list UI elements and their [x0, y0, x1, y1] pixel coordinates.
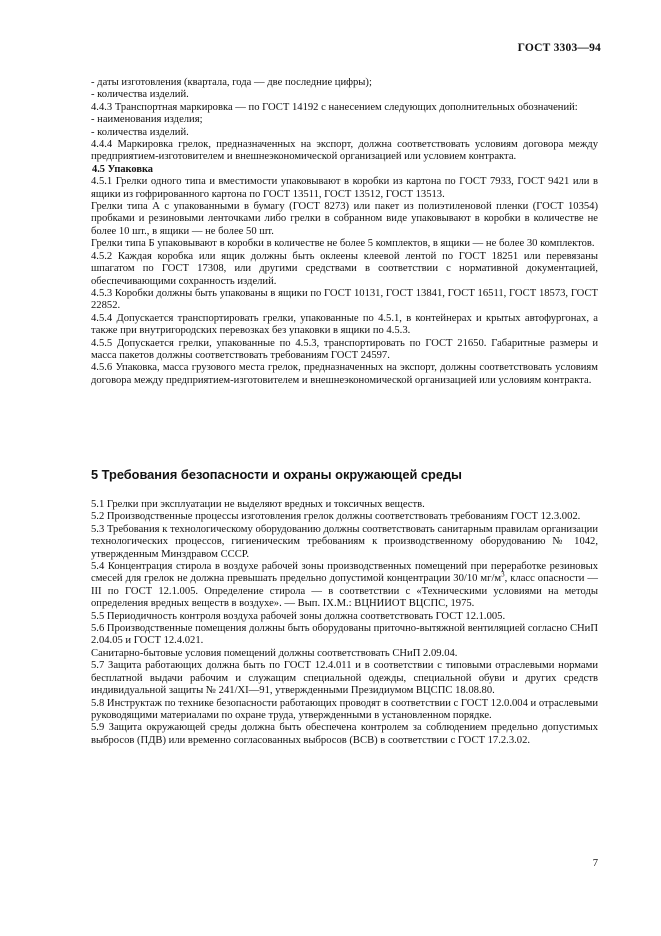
paragraph-5-9: 5.9 Защита окружающей среды должна быть обеспечена контролем за соблюдением предельно допустимых выбросов (ПДВ) или временно согласованных выбросов (ВСВ) в соответствии с ГОСТ 17.2.3.02. — [91, 722, 598, 746]
list-item: - наименования изделия; — [91, 114, 203, 126]
section-4-text — [91, 77, 598, 387]
paragraph-5-4-part-b: , класс опасности — III по ГОСТ 12.1.005. Определение стирола — в соответствии с «Техническими условиями на методы определения вредных веществ в воздухе». — Вып. IX.М.: ВЦНИИОТ ВЦСПС, 1975. — [91, 573, 598, 610]
paragraph-4-5-5: 4.5.5 Допускается грелки, упакованные по 4.5.3, транспортировать по ГОСТ 21650. Габаритные размеры и масса пакетов должны соответствовать требованиям ГОСТ 24597. — [91, 337, 598, 361]
section-5-title: 5 Требования безопасности и охраны окружающей среды — [91, 467, 462, 482]
document-code-header: ГОСТ 3303—94 — [517, 42, 601, 54]
paragraph-type-b: Грелки типа Б упаковывают в коробки в количестве не более 5 комплектов, в ящики — не более 30 комплектов. — [91, 238, 595, 250]
paragraph-type-a: Грелки типа А с упакованными в бумагу (ГОСТ 8273) или пакет из полиэтиленовой пленки (ГОСТ 10354) пробками и резиновыми ленточками либо грелки в собранном виде упаковывают в коробки в количестве не более 10 шт., в ящики — не более 50 шт. — [91, 201, 598, 237]
paragraph-5-4 — [91, 561, 598, 611]
paragraph-4-5-3: 4.5.3 Коробки должны быть упакованы в ящики по ГОСТ 10131, ГОСТ 13841, ГОСТ 16511, ГОСТ 18573, ГОСТ 22852. — [91, 287, 598, 312]
subsection-title-4-5: 4.5 Упаковка — [92, 163, 153, 175]
paragraph-5-4-part-a: 5.4 Концентрация стирола в воздухе рабочей зоны производственных помещений при переработке резиновых смесей для грелок не должна превышать предельно допустимой концентрации 30/10 мг/м — [91, 561, 598, 585]
page-number: 7 — [592, 858, 598, 869]
paragraph-4-4-3: 4.4.3 Транспортная маркировка — по ГОСТ 14192 с нанесением следующих дополнительных обозначений: — [91, 101, 578, 113]
paragraph-5-6-b: Санитарно-бытовые условия помещений должны соответствовать СНиП 2.09.04. — [91, 647, 458, 659]
paragraph-4-5-1: 4.5.1 Грелки одного типа и вместимости упаковывают в коробки из картона по ГОСТ 7933, ГОСТ 9421 или в ящики из гофрированного картона по ГОСТ 13511, ГОСТ 13512, ГОСТ 13513. — [91, 176, 598, 200]
paragraph-5-5: 5.5 Периодичность контроля воздуха рабочей зоны должна соответствовать ГОСТ 12.1.005. — [91, 610, 506, 622]
paragraph-4-5-6: 4.5.6 Упаковка, масса грузового места грелок, предназначенных на экспорт, должны соответствовать условиям договора между предприятием-изготовителем и внешнеэкономической организацией или условиям контракта. — [91, 362, 598, 386]
paragraph-5-3: 5.3 Требования к технологическому оборудованию должны соответствовать санитарным правилам организации технологических процессов, гигиеническим требованиям к производственному оборудованию № 1042, утвержденным Минздравом СССР. — [91, 523, 598, 560]
section-5-text — [91, 499, 598, 747]
paragraph-5-7: 5.7 Защита работающих должна быть по ГОСТ 12.4.011 и в соответствии с типовыми отраслевыми нормами бесплатной выдачи рабочим и служащим специальной одежды, специальной обуви и других средств индивидуальной защиты № 241/XI—91, утвержденными Президиумом ВЦСПС 18.08.80. — [91, 660, 598, 697]
paragraph-5-8: 5.8 Инструктаж по технике безопасности работающих проводят в соответствии с ГОСТ 12.0.004 и отраслевыми руководящими материалами по охране труда, утвержденными в установленном порядке. — [91, 697, 598, 721]
paragraph-4-5-2: 4.5.2 Каждая коробка или ящик должны быть оклеены клеевой лентой по ГОСТ 18251 или перевязаны шпагатом по ГОСТ 17308, или другими средствами в соответствии с нормативной документацией, обеспечивающими сохранность изделий. — [91, 250, 598, 287]
list-item: - количества изделий. — [91, 89, 189, 101]
paragraph-4-4-4: 4.4.4 Маркировка грелок, предназначенных на экспорт, должна соответствовать условиям договора между предприятием-изготовителем и внешнеэкономической организацией или условием контракта. — [91, 139, 598, 163]
list-item: - количества изделий. — [91, 126, 189, 138]
paragraph-5-6: 5.6 Производственные помещения должны быть оборудованы приточно-вытяжной вентиляцией согласно СНиП 2.04.05 и ГОСТ 12.4.021. — [91, 623, 598, 647]
superscript-exponent: 3 — [501, 570, 505, 579]
paragraph-5-2: 5.2 Производственные процессы изготовления грелок должны соответствовать требованиям ГОСТ 12.3.002. — [91, 511, 581, 523]
paragraph-5-1: 5.1 Грелки при эксплуатации не выделяют вредных и токсичных веществ. — [91, 499, 425, 510]
paragraph-4-5-4: 4.5.4 Допускается транспортировать грелки, упакованные по 4.5.1, в контейнерах и крытых автофургонах, а также при внутригородских перевозках без упаковки в ящики по 4.5.3. — [91, 312, 598, 337]
list-item: - даты изготовления (квартала, года — две последние цифры); — [91, 77, 372, 88]
